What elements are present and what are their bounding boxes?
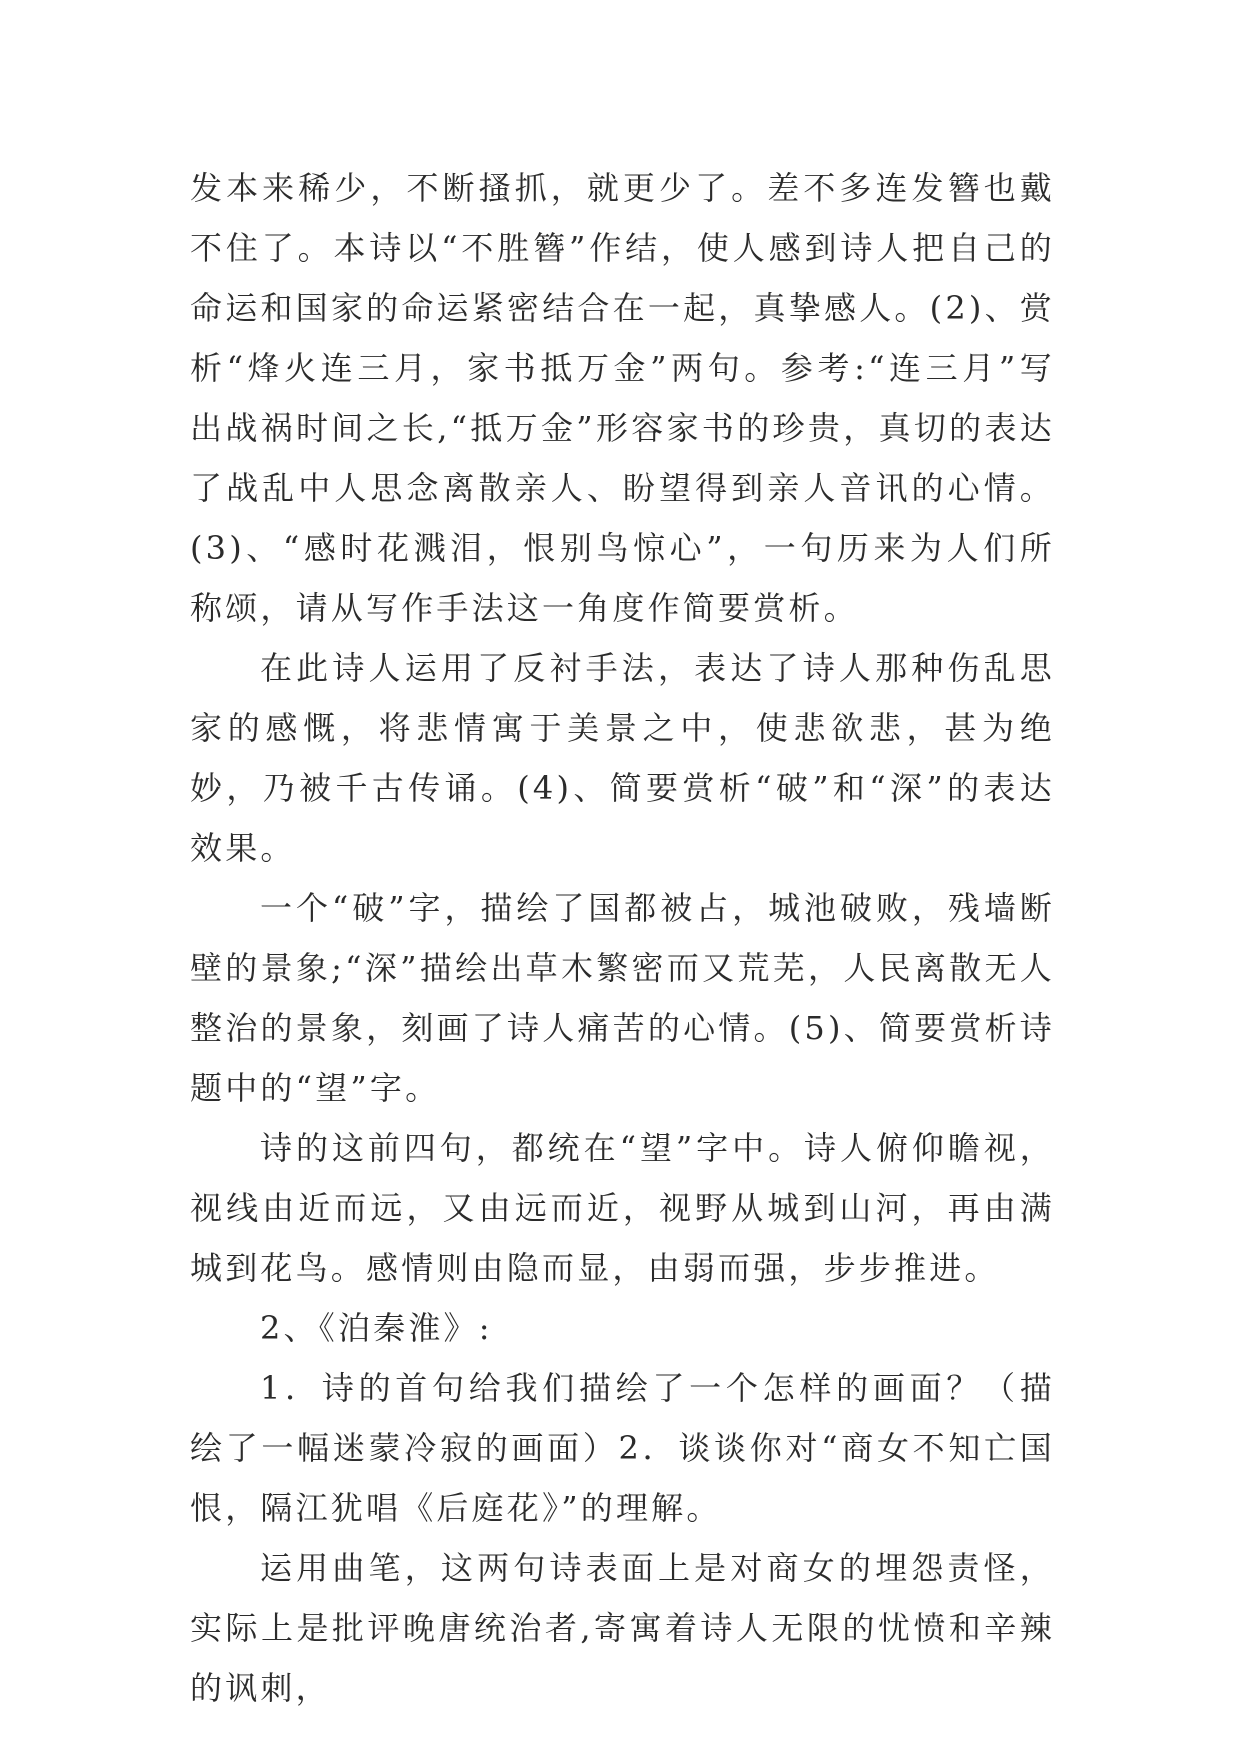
paragraph-1: 发本来稀少，不断搔抓，就更少了。差不多连发簪也戴不住了。本诗以“不胜簪”作结，使人感到诗人把自己的命运和国家的命运紧密结合在一起，真挚感人。(2)、赏析“烽火连三月，家书抵万金”两句。参考:“连三月”写出战祸时间之长,“抵万金”形容家书的珍贵，真切的表达了战乱中人思念离散亲人、盼望得到亲人音讯的心情。(3)、“感时花溅泪，恨别鸟惊心”，一句历来为人们所称颂，请从写作手法这一角度作简要赏析。 [190,169,1055,627]
paragraph-5-heading: 2、《泊秦淮》: [260,1309,493,1347]
paragraph-7: 运用曲笔，这两句诗表面上是对商女的埋怨责怪，实际上是批评晚唐统治者,寄寓着诗人无限的忧愤和辛辣的讽刺， [190,1549,1055,1707]
paragraph-4: 诗的这前四句，都统在“望”字中。诗人俯仰瞻视，视线由近而远，又由远而近，视野从城到山河，再由满城到花鸟。感情则由隐而显，由弱而强，步步推进。 [190,1129,1055,1287]
paragraph-3: 一个“破”字，描绘了国都被占，城池破败，残墙断壁的景象;“深”描绘出草木繁密而又荒芜，人民离散无人整治的景象，刻画了诗人痛苦的心情。(5)、简要赏析诗题中的“望”字。 [190,889,1055,1107]
paragraph-2: 在此诗人运用了反衬手法，表达了诗人那种伤乱思家的感慨，将悲情寓于美景之中，使悲欲悲，甚为绝妙，乃被千古传诵。(4)、简要赏析“破”和“深”的表达效果。 [190,649,1055,867]
paragraph-6: 1．诗的首句给我们描绘了一个怎样的画面？（描绘了一幅迷蒙冷寂的画面）2．谈谈你对“商女不知亡国恨，隔江犹唱《后庭花》”的理解。 [190,1369,1055,1527]
document-page [190,158,1055,1718]
